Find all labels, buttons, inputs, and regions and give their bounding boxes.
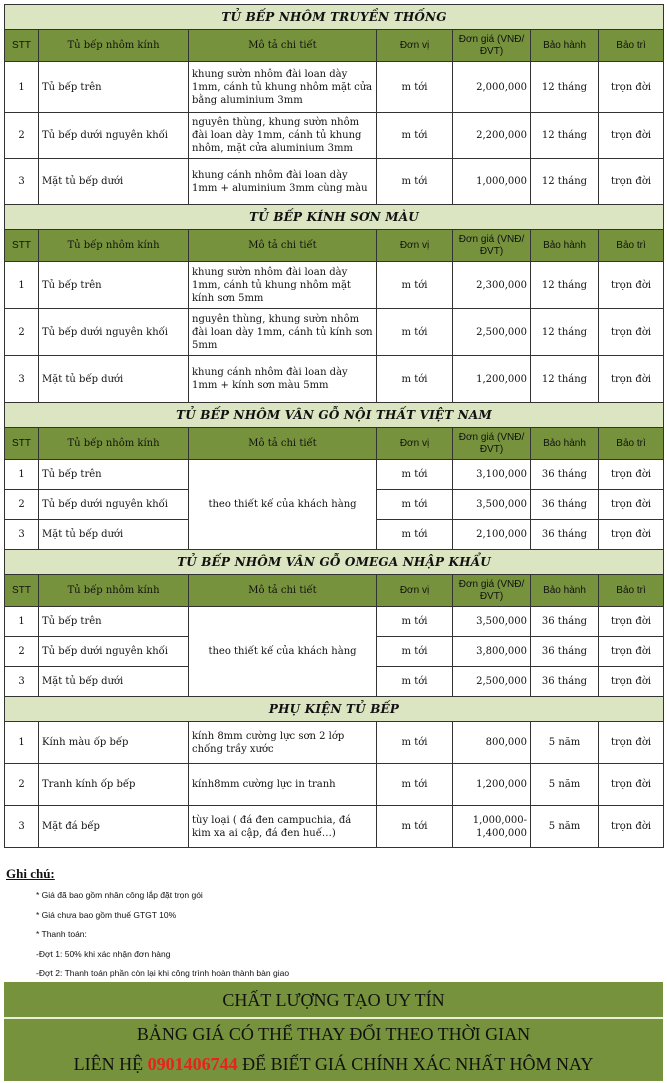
item-price: 1,200,000 bbox=[453, 764, 531, 806]
item-name: Tủ bếp trên bbox=[39, 62, 189, 113]
column-header-warranty: Bảo hành bbox=[531, 230, 599, 262]
item-name: Tủ bếp dưới nguyên khối bbox=[39, 637, 189, 667]
row-number: 3 bbox=[5, 520, 39, 550]
section-title-row bbox=[5, 205, 664, 230]
table-row bbox=[5, 62, 664, 113]
item-description: kính8mm cường lực in tranh bbox=[189, 764, 377, 806]
item-description: nguyên thùng, khung sườn nhôm đài loan dày 1mm, cánh tủ kính sơn 5mm bbox=[189, 309, 377, 356]
row-number: 1 bbox=[5, 722, 39, 764]
column-header-unit: Đơn vị bbox=[377, 230, 453, 262]
row-number: 3 bbox=[5, 159, 39, 205]
column-header-name: Tủ bếp nhôm kính bbox=[39, 30, 189, 62]
item-name: Tủ bếp trên bbox=[39, 607, 189, 637]
item-description: khung cánh nhôm đài loan dày 1mm + kính sơn màu 5mm bbox=[189, 356, 377, 403]
item-warranty: 36 tháng bbox=[531, 637, 599, 667]
item-name: Mặt tủ bếp dưới bbox=[39, 159, 189, 205]
item-unit: m tới bbox=[377, 667, 453, 697]
table-row bbox=[5, 262, 664, 309]
item-maintenance: trọn đời bbox=[599, 262, 664, 309]
section-title-row bbox=[5, 697, 664, 722]
item-unit: m tới bbox=[377, 520, 453, 550]
item-maintenance: trọn đời bbox=[599, 520, 664, 550]
item-name: Tủ bếp trên bbox=[39, 262, 189, 309]
price-list bbox=[4, 4, 663, 848]
item-unit: m tới bbox=[377, 262, 453, 309]
item-description: theo thiết kế của khách hàng bbox=[189, 460, 377, 550]
section-title-row bbox=[5, 403, 664, 428]
phone-number[interactable]: 0901406744 bbox=[147, 1054, 238, 1074]
column-header-desc: Mô tả chi tiết bbox=[189, 230, 377, 262]
item-maintenance: trọn đời bbox=[599, 62, 664, 113]
table-row bbox=[5, 460, 664, 490]
row-number: 3 bbox=[5, 667, 39, 697]
item-description: kính 8mm cường lực sơn 2 lớp chống trầy xước bbox=[189, 722, 377, 764]
section-title-row bbox=[5, 550, 664, 575]
item-warranty: 36 tháng bbox=[531, 490, 599, 520]
item-warranty: 12 tháng bbox=[531, 309, 599, 356]
item-unit: m tới bbox=[377, 356, 453, 403]
item-price: 2,300,000 bbox=[453, 262, 531, 309]
banner-contact bbox=[4, 1049, 663, 1079]
item-unit: m tới bbox=[377, 764, 453, 806]
price-table bbox=[4, 4, 664, 848]
column-header-warranty: Bảo hành bbox=[531, 30, 599, 62]
item-unit: m tới bbox=[377, 722, 453, 764]
column-header-name: Tủ bếp nhôm kính bbox=[39, 428, 189, 460]
item-unit: m tới bbox=[377, 62, 453, 113]
notes-title: Ghi chú: bbox=[6, 866, 55, 881]
column-header-unit: Đơn vị bbox=[377, 575, 453, 607]
item-unit: m tới bbox=[377, 460, 453, 490]
item-maintenance: trọn đời bbox=[599, 806, 664, 848]
table-row bbox=[5, 764, 664, 806]
row-number: 2 bbox=[5, 113, 39, 159]
item-name: Kính màu ốp bếp bbox=[39, 722, 189, 764]
section-title: TỦ BẾP NHÔM VÂN GỖ OMEGA NHẬP KHẨU bbox=[5, 550, 664, 575]
column-header-row bbox=[5, 30, 664, 62]
note-item: * Giá đã bao gồm nhân công lắp đặt trọn gói bbox=[36, 890, 203, 900]
row-number: 2 bbox=[5, 309, 39, 356]
banner-price-notice: BẢNG GIÁ CÓ THỂ THAY ĐỔI THEO THỜI GIAN bbox=[136, 1024, 531, 1044]
item-warranty: 36 tháng bbox=[531, 460, 599, 490]
row-number: 2 bbox=[5, 637, 39, 667]
item-maintenance: trọn đời bbox=[599, 764, 664, 806]
item-warranty: 36 tháng bbox=[531, 520, 599, 550]
item-name: Tủ bếp dưới nguyên khối bbox=[39, 113, 189, 159]
item-price: 1,200,000 bbox=[453, 356, 531, 403]
column-header-unit: Đơn vị bbox=[377, 30, 453, 62]
item-maintenance: trọn đời bbox=[599, 490, 664, 520]
item-price: 3,500,000 bbox=[453, 607, 531, 637]
item-description: khung sườn nhôm đài loan dày 1mm, cánh tủ khung nhôm mặt kính sơn 5mm bbox=[189, 262, 377, 309]
column-header-name: Tủ bếp nhôm kính bbox=[39, 575, 189, 607]
row-number: 3 bbox=[5, 356, 39, 403]
column-header-stt: STT bbox=[5, 30, 39, 62]
column-header-maintenance: Bảo trì bbox=[599, 30, 664, 62]
column-header-row bbox=[5, 575, 664, 607]
column-header-maintenance: Bảo trì bbox=[599, 575, 664, 607]
table-row bbox=[5, 607, 664, 637]
row-number: 1 bbox=[5, 607, 39, 637]
column-header-price: Đơn giá (VNĐ/ĐVT) bbox=[453, 428, 531, 460]
item-price: 2,000,000 bbox=[453, 62, 531, 113]
notes-list bbox=[6, 886, 656, 984]
item-name: Mặt tủ bếp dưới bbox=[39, 356, 189, 403]
contact-banner bbox=[4, 982, 663, 1081]
item-warranty: 12 tháng bbox=[531, 159, 599, 205]
table-row bbox=[5, 722, 664, 764]
item-maintenance: trọn đời bbox=[599, 607, 664, 637]
item-name: Tranh kính ốp bếp bbox=[39, 764, 189, 806]
column-header-stt: STT bbox=[5, 575, 39, 607]
table-row bbox=[5, 309, 664, 356]
item-warranty: 12 tháng bbox=[531, 113, 599, 159]
item-warranty: 12 tháng bbox=[531, 356, 599, 403]
column-header-row bbox=[5, 230, 664, 262]
item-unit: m tới bbox=[377, 309, 453, 356]
item-price: 2,500,000 bbox=[453, 309, 531, 356]
table-row bbox=[5, 159, 664, 205]
column-header-maintenance: Bảo trì bbox=[599, 428, 664, 460]
item-warranty: 5 năm bbox=[531, 722, 599, 764]
item-price: 3,100,000 bbox=[453, 460, 531, 490]
column-header-stt: STT bbox=[5, 230, 39, 262]
item-price: 1,000,000 bbox=[453, 159, 531, 205]
column-header-desc: Mô tả chi tiết bbox=[189, 428, 377, 460]
item-price: 3,800,000 bbox=[453, 637, 531, 667]
item-maintenance: trọn đời bbox=[599, 113, 664, 159]
section-title: PHỤ KIỆN TỦ BẾP bbox=[5, 697, 664, 722]
item-maintenance: trọn đời bbox=[599, 159, 664, 205]
item-price: 800,000 bbox=[453, 722, 531, 764]
column-header-stt: STT bbox=[5, 428, 39, 460]
item-maintenance: trọn đời bbox=[599, 667, 664, 697]
item-name: Mặt đá bếp bbox=[39, 806, 189, 848]
column-header-price: Đơn giá (VNĐ/ĐVT) bbox=[453, 30, 531, 62]
item-maintenance: trọn đời bbox=[599, 356, 664, 403]
item-warranty: 5 năm bbox=[531, 806, 599, 848]
table-row bbox=[5, 113, 664, 159]
item-price: 2,200,000 bbox=[453, 113, 531, 159]
row-number: 2 bbox=[5, 764, 39, 806]
column-header-warranty: Bảo hành bbox=[531, 575, 599, 607]
item-warranty: 36 tháng bbox=[531, 667, 599, 697]
column-header-desc: Mô tả chi tiết bbox=[189, 575, 377, 607]
item-description: khung sườn nhôm đài loan dày 1mm, cánh tủ khung nhôm mặt cửa bằng aluminium 3mm bbox=[189, 62, 377, 113]
section-title: TỦ BẾP KÍNH SƠN MÀU bbox=[5, 205, 664, 230]
item-name: Mặt tủ bếp dưới bbox=[39, 520, 189, 550]
row-number: 1 bbox=[5, 62, 39, 113]
item-unit: m tới bbox=[377, 637, 453, 667]
item-price: 2,500,000 bbox=[453, 667, 531, 697]
table-row bbox=[5, 356, 664, 403]
item-name: Tủ bếp dưới nguyên khối bbox=[39, 490, 189, 520]
item-price: 1,000,000- 1,400,000 bbox=[453, 806, 531, 848]
item-warranty: 12 tháng bbox=[531, 62, 599, 113]
item-name: Tủ bếp dưới nguyên khối bbox=[39, 309, 189, 356]
column-header-warranty: Bảo hành bbox=[531, 428, 599, 460]
note-item: * Thanh toán: bbox=[36, 929, 87, 939]
note-item: -Đợt 1: 50% khi xác nhận đơn hàng bbox=[36, 948, 171, 959]
item-unit: m tới bbox=[377, 806, 453, 848]
item-description: theo thiết kế của khách hàng bbox=[189, 607, 377, 697]
item-maintenance: trọn đời bbox=[599, 309, 664, 356]
item-description: tùy loại ( đá đen campuchia, đá kim xa ai cập, đá đen huế…) bbox=[189, 806, 377, 848]
item-maintenance: trọn đời bbox=[599, 460, 664, 490]
item-name: Mặt tủ bếp dưới bbox=[39, 667, 189, 697]
item-price: 2,100,000 bbox=[453, 520, 531, 550]
column-header-desc: Mô tả chi tiết bbox=[189, 30, 377, 62]
table-row bbox=[5, 806, 664, 848]
note-item: -Đợt 2: Thanh toán phần còn lại khi công trình hoàn thành bàn giao bbox=[36, 968, 290, 978]
item-description: nguyên thùng, khung sườn nhôm đài loan dày 1mm, cánh tủ khung nhôm, mặt cửa aluminium 3mm bbox=[189, 113, 377, 159]
item-warranty: 12 tháng bbox=[531, 262, 599, 309]
row-number: 2 bbox=[5, 490, 39, 520]
column-header-price: Đơn giá (VNĐ/ĐVT) bbox=[453, 230, 531, 262]
row-number: 1 bbox=[5, 262, 39, 309]
item-warranty: 36 tháng bbox=[531, 607, 599, 637]
column-header-price: Đơn giá (VNĐ/ĐVT) bbox=[453, 575, 531, 607]
item-maintenance: trọn đời bbox=[599, 637, 664, 667]
column-header-maintenance: Bảo trì bbox=[599, 230, 664, 262]
item-unit: m tới bbox=[377, 159, 453, 205]
column-header-unit: Đơn vị bbox=[377, 428, 453, 460]
note-item: * Giá chưa bao gồm thuế GTGT 10% bbox=[36, 909, 177, 920]
item-price: 3,500,000 bbox=[453, 490, 531, 520]
item-unit: m tới bbox=[377, 607, 453, 637]
notes bbox=[6, 866, 656, 984]
column-header-row bbox=[5, 428, 664, 460]
item-warranty: 5 năm bbox=[531, 764, 599, 806]
banner-contact-prefix: LIÊN HỆ bbox=[73, 1054, 148, 1074]
item-unit: m tới bbox=[377, 490, 453, 520]
row-number: 1 bbox=[5, 460, 39, 490]
column-header-name: Tủ bếp nhôm kính bbox=[39, 230, 189, 262]
banner-slogan: CHẤT LƯỢNG TẠO UY TÍN bbox=[4, 982, 663, 1019]
item-description: khung cánh nhôm đài loan dày 1mm + aluminium 3mm cùng màu bbox=[189, 159, 377, 205]
row-number: 3 bbox=[5, 806, 39, 848]
item-name: Tủ bếp trên bbox=[39, 460, 189, 490]
item-unit: m tới bbox=[377, 113, 453, 159]
section-title: TỦ BẾP NHÔM VÂN GỖ NỘI THẤT VIỆT NAM bbox=[5, 403, 664, 428]
item-maintenance: trọn đời bbox=[599, 722, 664, 764]
section-title-row bbox=[5, 5, 664, 30]
section-title: TỦ BẾP NHÔM TRUYỀN THỐNG bbox=[5, 5, 664, 30]
banner-contact-suffix: ĐỂ BIẾT GIÁ CHÍNH XÁC NHẤT HÔM NAY bbox=[237, 1054, 594, 1074]
